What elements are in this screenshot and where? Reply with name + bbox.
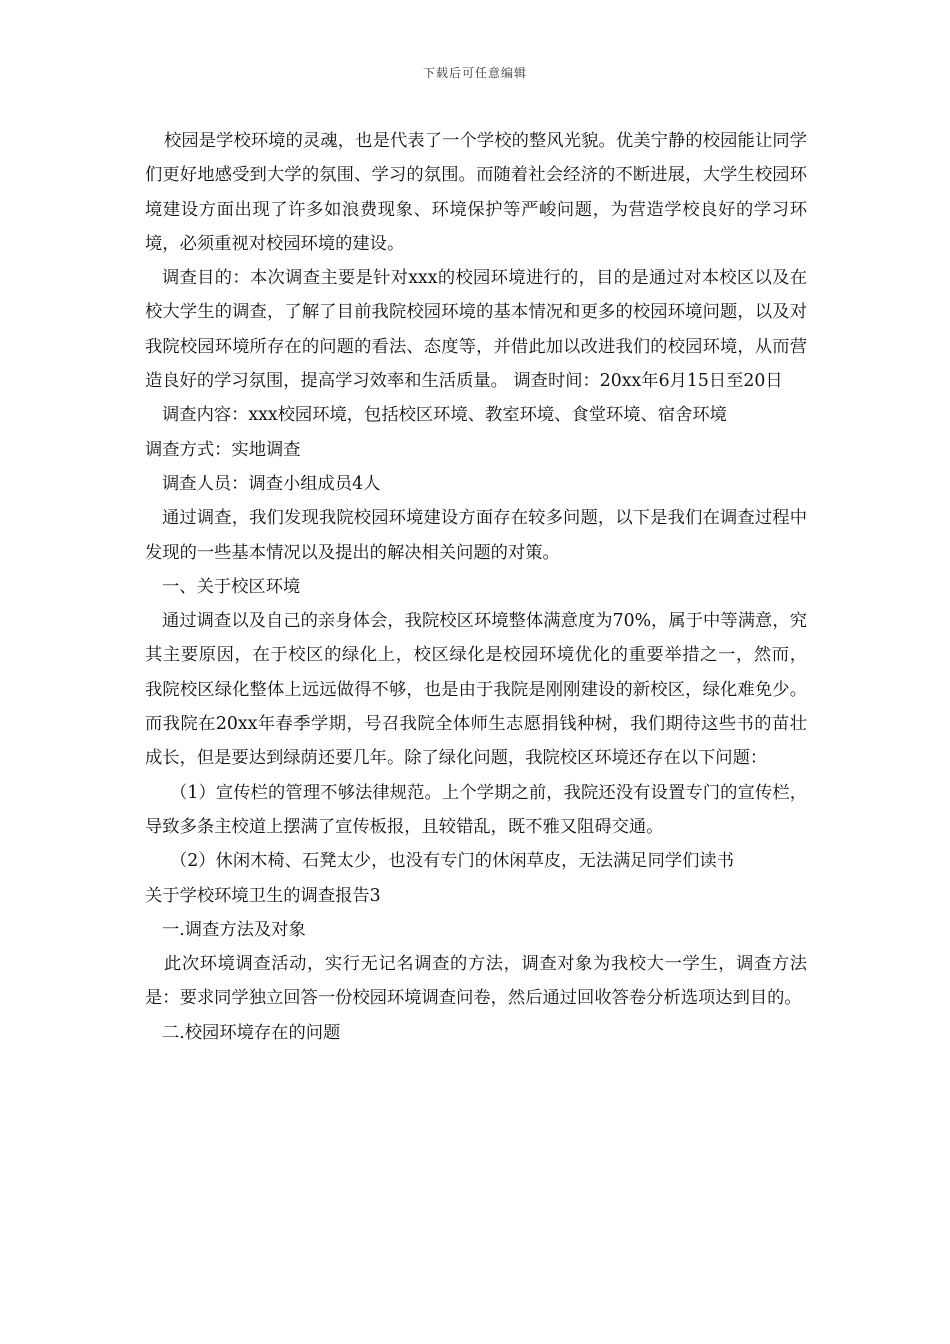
section-heading-method: 一.调查方法及对象 <box>162 919 306 940</box>
list-item-benches: （2）休闲木椅、石凳太少，也没有专门的休闲草皮，无法满足同学们读书 <box>170 851 734 872</box>
report-title: 关于学校环境卫生的调查报告3 <box>145 885 381 906</box>
paragraph-findings: 通过调查，我们发现我院校园环境建设方面存在较多问题，以下是我们在调查过程中发现的一些基本情况以及提出的解决相关问题的对策。 <box>145 508 807 563</box>
section-heading-campus: 一、关于校区环境 <box>162 576 301 597</box>
paragraph-content: 调查内容：xxx校园环境，包括校区环境、教室环境、食堂环境、宿舍环境 <box>162 405 727 426</box>
paragraph-staff: 调查人员：调查小组成员4人 <box>162 473 381 494</box>
paragraph-campus: 通过调查以及自己的亲身体会，我院校区环境整体满意度为70%，属于中等满意，究其主要原因，在于校区的绿化上，校区绿化是校园环境优化的重要举措之一，然而， 我院校区绿化整体上远远做得不够，也是由于我院是刚刚建设的新校区，绿化难免少。而我院在20xx年春季学期，号召我院全体师生志愿捐钱种树，我们期待这些书的苗壮成长，但是要达到绿荫还要几年。除了绿化问题，我院校区环境还存在以下问题： <box>145 611 807 769</box>
paragraph-purpose: 调查目的：本次调查主要是针对xxx的校园环境进行的，目的是通过对本校区以及在校大学生的调查，了解了目前我院校园环境的基本情况和更多的校园环境问题，以及对我院校园环境所存在的问题的看法、态度等，并借此加以改进我们的校园环境，从而营造良好的学习氛围，提高学习效率和生活质量。 调查时间：20xx年6月15日至20日 <box>145 268 807 392</box>
paragraph-survey: 此次环境调查活动，实行无记名调查的方法，调查对象为我校大一学生，调查方法是：要求同学独立回答一份校园环境调查问卷，然后通过回收答卷分析选项达到目的。 <box>145 954 807 1009</box>
list-item-bulletin: （1）宣传栏的管理不够法律规范。上个学期之前，我院还没有设置专门的宣传栏，导致多条主校道上摆满了宣传板报，且较错乱，既不雅又阻碍交通。 <box>145 782 807 837</box>
paragraph-intro: 校园是学校环境的灵魂，也是代表了一个学校的整风光貌。优美宁静的校园能让同学们更好地感受到大学的氛围、学习的氛围。而随着社会经济的不断进展，大学生校园环境建设方面出现了许多如浪费现象、环境保护等严峻问题，为营造学校良好的学习环境，必须重视对校园环境的建设。 <box>145 131 807 254</box>
paragraph-method: 调查方式：实地调查 <box>145 439 301 460</box>
section-heading-problems: 二.校园环境存在的问题 <box>162 1022 341 1043</box>
page-header: 下载后可任意编辑 <box>422 66 527 80</box>
document-body <box>145 124 807 1050</box>
